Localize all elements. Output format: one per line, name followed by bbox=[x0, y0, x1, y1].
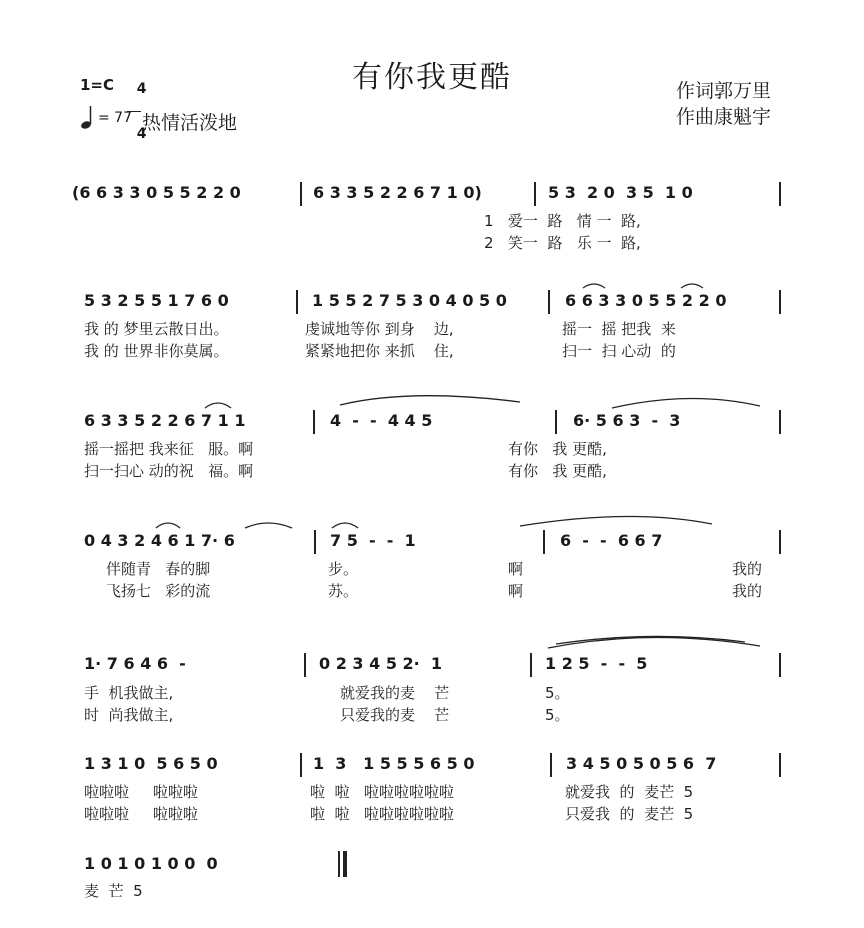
notes-row4-m1: 0 4 3 2 4 6 1 7· 6 bbox=[84, 531, 235, 550]
slur-mark bbox=[332, 523, 358, 528]
lyrics-row3-verse1-b: 有你 我 更酷, bbox=[508, 440, 607, 458]
notes-row4-m2: 7 5 - - 1 bbox=[330, 531, 416, 550]
composer-credit: 作曲康魁宇 bbox=[676, 106, 772, 128]
lyrics-row2-verse1-a: 我 的 梦里云散日出。 bbox=[84, 320, 229, 338]
slur-mark bbox=[612, 398, 760, 408]
lyrics-row4-verse2-b: 苏。 bbox=[328, 582, 359, 600]
notes-row4-m3: 6 - - 6 6 7 bbox=[560, 531, 663, 550]
notes-row1-m1: (6 6 3 3 0 5 5 2 2 0 bbox=[72, 183, 241, 202]
lyrics-row5-verse2-a: 时 尚我做主, bbox=[84, 706, 174, 724]
tempo-bpm: = 77 bbox=[98, 110, 132, 126]
notes-row3-m2: 4 - - 4 4 5 bbox=[330, 411, 433, 430]
notes-row3-m1: 6 3 3 5 2 2 6 7 1 1 bbox=[84, 411, 246, 430]
lyrics-row4-verse1-d: 我的 bbox=[732, 560, 763, 578]
lyrics-row2-verse1-b: 虔诚地等你 到身 边, bbox=[305, 320, 454, 338]
lyrics-row6-verse2-c: 只爱我 的 麦芒 5 bbox=[565, 805, 694, 823]
slur-mark bbox=[156, 523, 180, 528]
slur-mark bbox=[548, 637, 760, 648]
lyrics-row5-verse2-c: 5。 bbox=[545, 706, 570, 724]
lyrics-row2-verse2-b: 紧紧地把你 来抓 住, bbox=[305, 342, 454, 360]
notes-row7-m1: 1 0 1 0 1 0 0 0 bbox=[84, 854, 218, 873]
lyrics-row3-verse1-a: 摇一摇把 我来征 服。啊 bbox=[84, 440, 254, 458]
lyrics-row4-verse1-c: 啊 bbox=[508, 560, 524, 578]
notes-row6-m1: 1 3 1 0 5 6 5 0 bbox=[84, 754, 218, 773]
notes-row1-m3: 5 3 2 0 3 5 1 0 bbox=[548, 183, 693, 202]
notes-row1-m2: 6 3 3 5 2 2 6 7 1 0) bbox=[313, 183, 482, 202]
lyrics-row6-verse2-a: 啦啦啦 啦啦啦 bbox=[84, 805, 198, 823]
lyricist-credit: 作词郭万里 bbox=[676, 80, 772, 102]
lyrics-row5-verse2-b: 只爱我的麦 芒 bbox=[340, 706, 450, 724]
lyrics-row3-verse2-a: 扫一扫心 动的祝 福。啊 bbox=[84, 462, 254, 480]
lyrics-row6-verse1-b: 啦 啦 啦啦啦啦啦啦 bbox=[310, 783, 454, 801]
notes-row6-m2: 1 3 1 5 5 5 6 5 0 bbox=[313, 754, 475, 773]
time-signature-bottom: 4 bbox=[136, 126, 147, 142]
slur-mark bbox=[245, 523, 292, 528]
slur-mark bbox=[205, 403, 231, 408]
lyrics-row6-verse1-a: 啦啦啦 啦啦啦 bbox=[84, 783, 198, 801]
notes-row5-m2: 0 2 3 4 5 2· 1 bbox=[319, 654, 442, 673]
page-title: 有你我更酷 bbox=[352, 60, 512, 95]
notes-row6-m3: 3 4 5 0 5 0 5 6 7 bbox=[566, 754, 717, 773]
lyrics-row6-verse1-c: 就爱我 的 麦芒 5 bbox=[565, 783, 694, 801]
tempo-style: 热情活泼地 bbox=[142, 112, 238, 134]
slur-mark bbox=[583, 284, 605, 288]
notes-row2-m1: 5 3 2 5 5 1 7 6 0 bbox=[84, 291, 229, 310]
lyrics-row1-verse2: 2 笑一 路 乐 一 路, bbox=[484, 234, 641, 252]
time-signature-top: 4 bbox=[136, 81, 147, 97]
lyrics-row4-verse2-d: 我的 bbox=[732, 582, 763, 600]
key-signature: 1=C bbox=[80, 76, 115, 94]
slur-mark bbox=[520, 516, 712, 526]
lyrics-row2-verse2-a: 我 的 世界非你莫属。 bbox=[84, 342, 229, 360]
lyrics-row2-verse2-c: 扫一 扫 心动 的 bbox=[562, 342, 676, 360]
notes-row5-m1: 1· 7 6 4 6 - bbox=[84, 654, 186, 673]
lyrics-row7-verse1: 麦 芒 5 bbox=[84, 882, 143, 900]
notes-row5-m3: 1 2 5 - - 5 bbox=[545, 654, 648, 673]
lyrics-row4-verse2-c: 啊 bbox=[508, 582, 524, 600]
notes-row2-m3: 6 6 3 3 0 5 5 2 2 0 bbox=[565, 291, 727, 310]
lyrics-row1-verse1: 1 爱一 路 情 一 路, bbox=[484, 212, 641, 230]
lyrics-row4-verse2-a: 飞扬七 彩的流 bbox=[106, 582, 211, 600]
lyrics-row6-verse2-b: 啦 啦 啦啦啦啦啦啦 bbox=[310, 805, 454, 823]
lyrics-row2-verse1-c: 摇一 摇 把我 来 bbox=[562, 320, 676, 338]
notes-row2-m2: 1 5 5 2 7 5 3 0 4 0 5 0 bbox=[312, 291, 507, 310]
slur-mark bbox=[681, 284, 703, 288]
notes-row3-m3: 6· 5 6 3 - 3 bbox=[573, 411, 681, 430]
lyrics-row4-verse1-b: 步。 bbox=[328, 560, 359, 578]
lyrics-row5-verse1-a: 手 机我做主, bbox=[84, 684, 174, 702]
lyrics-row5-verse1-b: 就爱我的麦 芒 bbox=[340, 684, 450, 702]
slur-mark bbox=[340, 396, 520, 405]
lyrics-row5-verse1-c: 5。 bbox=[545, 684, 570, 702]
lyrics-row4-verse1-a: 伴随青 春的脚 bbox=[106, 560, 211, 578]
lyrics-row3-verse2-b: 有你 我 更酷, bbox=[508, 462, 607, 480]
